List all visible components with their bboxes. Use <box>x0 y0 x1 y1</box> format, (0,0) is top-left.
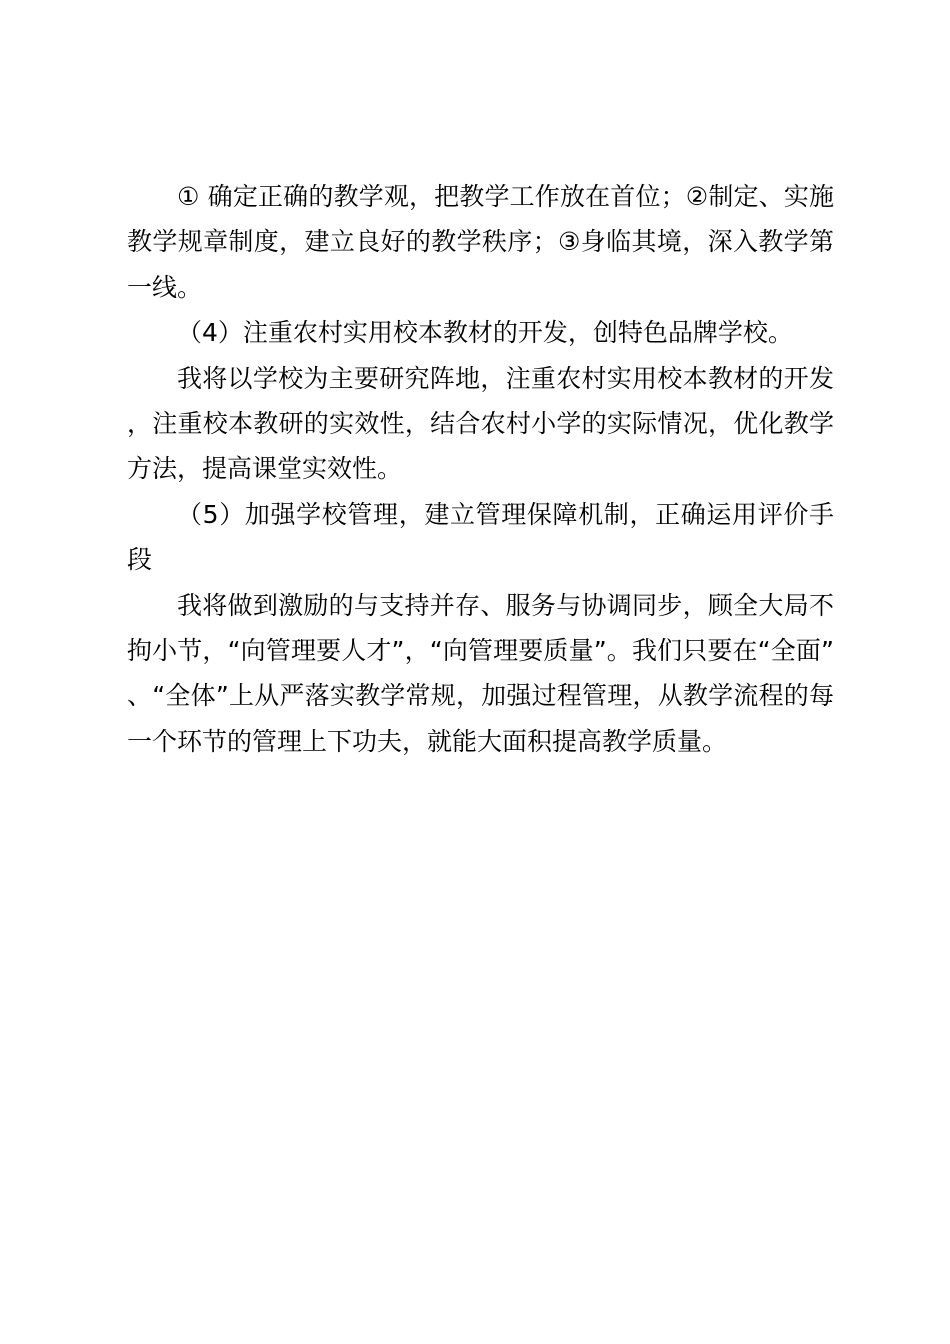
paragraph-teaching-principles: ① 确定正确的教学观，把教学工作放在首位；②制定、实施教学规章制度，建立良好的教学秩序；③身临其境，深入教学第一线。 <box>127 182 834 302</box>
paragraph-item-5-body: 我将做到激励的与支持并存、服务与协调同步，顾全大局不拘小节，“向管理要人才”，“向管理要质量”。我们只要在“全面”、“全体”上从严落实教学常规，加强过程管理，从教学流程的每一个环节的管理上下功夫，就能大面积提高教学质量。 <box>127 590 834 756</box>
paragraph-item-4-body: 我将以学校为主要研究阵地，注重农村实用校本教材的开发，注重校本教研的实效性，结合农村小学的实际情况，优化教学方法，提高课堂实效性。 <box>127 363 834 484</box>
document-body <box>127 174 834 764</box>
heading-item-5: （5）加强学校管理，建立管理保障机制，正确运用评价手段 <box>127 499 834 575</box>
heading-item-4: （4）注重农村实用校本教材的开发，创特色品牌学校。 <box>177 318 793 348</box>
